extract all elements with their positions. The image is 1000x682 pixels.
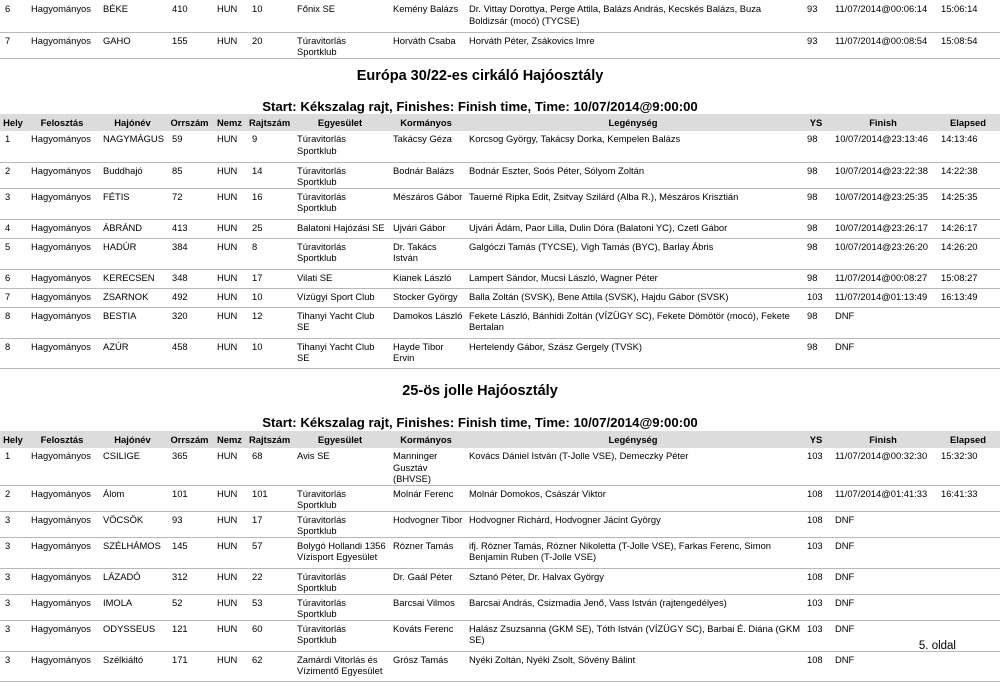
table-cell: Kováts Ferenc [388,620,464,651]
table-cell: 348 [167,269,212,288]
table-cell: Barcsai Vilmos [388,594,464,620]
table-cell: 17 [247,269,292,288]
section-title: Európa 30/22-es cirkáló Hajóosztály [356,68,604,84]
table-cell: 108 [802,568,830,594]
table-cell: Túravitorlás Sportklub [292,162,388,188]
table-cell: 60 [247,620,292,651]
table-cell: Túravitorlás Sportklub [292,594,388,620]
table-cell [936,568,1000,594]
table-cell: 3 [0,568,26,594]
table-cell: DNF [830,651,936,681]
table-cell: Avis SE [292,448,388,485]
col-egyesulet: Egyesület [292,431,388,448]
table-cell: 98 [802,238,830,269]
table-cell: Korcsog György, Takácsy Dorka, Kempelen Balázs [464,131,802,162]
table-cell: 22 [247,568,292,594]
table-cell: KERECSEN [98,269,167,288]
col-finish: Finish [830,114,936,131]
table-cell: 10/07/2014@23:22:38 [830,162,936,188]
table-cell: SZÉLHÁMOS [98,537,167,568]
table-cell: 365 [167,448,212,485]
table-cell: Hagyományos [26,511,98,537]
table-cell: Hagyományos [26,188,98,219]
table-cell: Túravitorlás Sportklub [292,485,388,511]
table-cell: Vízügyi Sport Club [292,288,388,307]
table-cell: 145 [167,537,212,568]
results-table-section-2 [0,431,1000,682]
table-header [0,431,1000,448]
table-cell: CSILIGE [98,448,167,485]
table-cell: 8 [0,338,26,368]
table-row [0,568,1000,594]
table-cell: 3 [0,651,26,681]
table-cell: 16:13:49 [936,288,1000,307]
table-cell: Barcsai András, Csizmadia Jenő, Vass István (rajtengedélyes) [464,594,802,620]
table-cell: Tauerné Ripka Edit, Zsitvay Szilárd (Alba R.), Mészáros Krisztián [464,188,802,219]
table-cell: Zamárdi Vitorlás és Vízimentő Egyesület [292,651,388,681]
table-cell: 101 [247,485,292,511]
table-cell: 11/07/2014@01:13:49 [830,288,936,307]
top-rows [0,1,1000,58]
table-cell: Molnár Ferenc [388,485,464,511]
table-cell: Bodnár Eszter, Soós Péter, Sólyom Zoltán [464,162,802,188]
results-table-top [0,1,1000,59]
table-row [0,219,1000,238]
page-number: 5. oldal [918,640,956,652]
table-cell: HUN [212,537,247,568]
table-cell: AZÚR [98,338,167,368]
table-cell [936,537,1000,568]
table-cell: DNF [830,594,936,620]
table-cell: HUN [212,269,247,288]
table-cell: HUN [212,219,247,238]
table-cell: Molnár Domokos, Császár Viktor [464,485,802,511]
table-cell: Hagyományos [26,162,98,188]
table-cell: Kovács Dániel István (T-Jolle VSE), Demeczky Péter [464,448,802,485]
table-cell: 15:32:30 [936,448,1000,485]
table-cell: ifj. Rózner Tamás, Rózner Nikoletta (T-Jolle VSE), Farkas Ferenc, Simon Benjamin Ruben (T-Jolle VSE) [464,537,802,568]
table-row [0,537,1000,568]
table-cell: 101 [167,485,212,511]
table-cell [936,511,1000,537]
table-cell: DNF [830,620,936,651]
table-cell: Ujvári Gábor [388,219,464,238]
col-egyesulet: Egyesület [292,114,388,131]
table-row [0,188,1000,219]
table-header [0,114,1000,131]
table-cell: VÖCSÖK [98,511,167,537]
table-cell: Hagyományos [26,485,98,511]
table-cell: Hagyományos [26,448,98,485]
table-cell: 17 [247,511,292,537]
table-cell: Hagyományos [26,269,98,288]
table-cell: Bolygó Hollandi 1356 Vízisport Egyesület [292,537,388,568]
table-cell: Grósz Tamás [388,651,464,681]
table-row [0,238,1000,269]
table-cell: HUN [212,131,247,162]
table-cell: 3 [0,594,26,620]
table-cell [936,594,1000,620]
table-cell: Túravitorlás Sportklub [292,188,388,219]
table-cell: Hagyományos [26,219,98,238]
table-cell: 320 [167,307,212,338]
table-cell: Rózner Tamás [388,537,464,568]
table-cell: 3 [0,511,26,537]
table-cell: 11/07/2014@01:41:33 [830,485,936,511]
table-cell: HUN [212,448,247,485]
table-cell: 3 [0,620,26,651]
table-cell: DNF [830,307,936,338]
table-cell: 103 [802,594,830,620]
col-felosztas: Felosztás [26,431,98,448]
table-cell: Ujvári Ádám, Paor Lilla, Dulin Dóra (Balatoni YC), Czetl Gábor [464,219,802,238]
table-cell: NAGYMÁGUS [98,131,167,162]
table-cell: Damokos László [388,307,464,338]
table-cell: Kianek László [388,269,464,288]
table-cell: 15:08:27 [936,269,1000,288]
table-cell: Nyéki Zoltán, Nyéki Zsolt, Sövény Bálint [464,651,802,681]
table-cell: Sztanó Péter, Dr. Halvax György [464,568,802,594]
table-cell: 72 [167,188,212,219]
table-cell: Stocker György [388,288,464,307]
col-orrszam: Orrszám [167,114,212,131]
table-cell: Hagyományos [26,338,98,368]
section-title: 25-ös jolle Hajóosztály [402,383,558,399]
col-legenyseg: Legénység [464,114,802,131]
table-cell: 16:41:33 [936,485,1000,511]
table-cell: Túravitorlás Sportklub [292,568,388,594]
col-felosztas: Felosztás [26,114,98,131]
table-row [0,307,1000,338]
table-cell: Dr. Takács István [388,238,464,269]
table-cell: 85 [167,162,212,188]
table-cell: ZSARNOK [98,288,167,307]
table-cell: 3 [0,537,26,568]
table-cell: 1 [0,448,26,485]
table-cell: Túravitorlás Sportklub [292,620,388,651]
table-row [0,288,1000,307]
table-row [0,620,1000,651]
table-cell: ODYSSEUS [98,620,167,651]
table-cell: HUN [212,162,247,188]
table-cell: Hodvogner Tibor [388,511,464,537]
table-cell: Hagyományos [26,651,98,681]
table-cell [936,338,1000,368]
table-cell: Hagyományos [26,594,98,620]
table-cell: 10 [247,288,292,307]
col-legenyseg: Legénység [464,431,802,448]
table-cell: Hagyományos [26,307,98,338]
table-cell [936,307,1000,338]
table-cell: FÉTIS [98,188,167,219]
col-elapsed: Elapsed [936,431,1000,448]
table-cell [936,651,1000,681]
table-row [0,162,1000,188]
table-cell: 7 [0,288,26,307]
table-cell: 98 [802,131,830,162]
table-cell: LÁZADÓ [98,568,167,594]
table-cell: 98 [802,269,830,288]
table-cell: Hagyományos [26,238,98,269]
table-row [0,651,1000,681]
table-cell: 12 [247,307,292,338]
table-cell: 2 [0,162,26,188]
table-cell: 384 [167,238,212,269]
table-cell: 68 [247,448,292,485]
col-rajtszam: Rajtszám [247,114,292,131]
table-row [0,594,1000,620]
table-cell: HUN [212,651,247,681]
table-cell: 98 [802,219,830,238]
table-cell: Fekete László, Bánhidi Zoltán (VÍZÜGY SC), Fekete Dömötör (mocó), Fekete Bertalan [464,307,802,338]
table-cell: 6 [0,269,26,288]
table-cell: Balla Zoltán (SVSK), Bene Attila (SVSK), Hajdu Gábor (SVSK) [464,288,802,307]
table-cell: 121 [167,620,212,651]
table-cell: 93 [167,511,212,537]
table-cell: 59 [167,131,212,162]
table-cell: Balatoni Hajózási SE [292,219,388,238]
table-cell: HUN [212,307,247,338]
table-cell: 14:26:17 [936,219,1000,238]
col-rajtszam: Rajtszám [247,431,292,448]
table-cell: 53 [247,594,292,620]
table-cell: 98 [802,307,830,338]
col-hajonev: Hajónév [98,431,167,448]
table-cell: DNF [830,537,936,568]
table-cell: HUN [212,188,247,219]
table-cell: 62 [247,651,292,681]
table-cell: 413 [167,219,212,238]
table-row: 7 Hagyományos GAHO 155 HUN 20 Túravitorlás Sportklub Horváth Csaba Horváth Péter, Zsákovics Imre 93 11/07/2014@00:08:54 15:08:54 [0,32,1000,58]
table-cell: HADÚR [98,238,167,269]
table-cell: 108 [802,511,830,537]
table-cell: DNF [830,511,936,537]
table-row [0,269,1000,288]
table-cell: IMOLA [98,594,167,620]
table-cell: Mészáros Gábor [388,188,464,219]
col-finish: Finish [830,431,936,448]
section-subtitle: Start: Kékszalag rajt, Finishes: Finish time, Time: 10/07/2014@9:00:00 [262,415,698,430]
section-subtitle: Start: Kékszalag rajt, Finishes: Finish time, Time: 10/07/2014@9:00:00 [262,99,698,114]
section-1-rows [0,131,1000,368]
table-cell: 14:13:46 [936,131,1000,162]
table-cell: HUN [212,485,247,511]
table-cell: 10/07/2014@23:13:46 [830,131,936,162]
table-cell: 103 [802,537,830,568]
table-cell: 25 [247,219,292,238]
table-cell: 14:26:20 [936,238,1000,269]
col-nemz: Nemz [212,431,247,448]
col-hely: Hely [0,431,26,448]
table-row: 6 Hagyományos BÉKE 410 HUN 10 Főnix SE Kemény Balázs Dr. Vittay Dorottya, Perge Attila, Balázs András, Kecskés Balázs, Buza Boldizsár (mocó) (TYCSE) 93 11/07/2014@00:06:14 15:06:14 [0,1,1000,32]
table-cell: Hagyományos [26,288,98,307]
table-cell: 171 [167,651,212,681]
table-cell: 98 [802,338,830,368]
table-cell: Hagyományos [26,131,98,162]
table-cell: 108 [802,485,830,511]
table-cell: Túravitorlás Sportklub [292,238,388,269]
table-cell: 11/07/2014@00:32:30 [830,448,936,485]
table-cell: Hertelendy Gábor, Szász Gergely (TVSK) [464,338,802,368]
table-cell: 5 [0,238,26,269]
table-cell: Hagyományos [26,537,98,568]
table-cell: 1 [0,131,26,162]
table-cell: HUN [212,288,247,307]
table-cell: 3 [0,188,26,219]
table-cell: 10 [247,338,292,368]
table-cell: Bodnár Balázs [388,162,464,188]
col-kormanyos: Kormányos [388,114,464,131]
table-cell: Álom [98,485,167,511]
table-cell: 57 [247,537,292,568]
table-cell: HUN [212,511,247,537]
table-row [0,338,1000,368]
table-cell: HUN [212,238,247,269]
table-cell: HUN [212,338,247,368]
table-cell: 8 [0,307,26,338]
table-cell: 4 [0,219,26,238]
col-ys: YS [802,431,830,448]
table-cell: HUN [212,568,247,594]
table-cell: 10/07/2014@23:26:17 [830,219,936,238]
table-cell: 14:25:35 [936,188,1000,219]
col-elapsed: Elapsed [936,114,1000,131]
col-orrszam: Orrszám [167,431,212,448]
table-row [0,511,1000,537]
table-cell: Dr. Gaál Péter [388,568,464,594]
table-cell: Tihanyi Yacht Club SE [292,307,388,338]
table-cell: ÁBRÁND [98,219,167,238]
table-cell: 492 [167,288,212,307]
table-cell: 312 [167,568,212,594]
table-cell: DNF [830,568,936,594]
table-cell: 14:22:38 [936,162,1000,188]
table-cell: 103 [802,448,830,485]
table-cell: Hodvogner Richárd, Hodvogner Jácint György [464,511,802,537]
table-cell: 103 [802,288,830,307]
table-row [0,485,1000,511]
table-cell: 10/07/2014@23:25:35 [830,188,936,219]
table-cell: DNF [830,338,936,368]
table-cell: Manninger Gusztáv (BHVSE) [388,448,464,485]
table-cell: 103 [802,620,830,651]
table-cell: 108 [802,651,830,681]
section-2-rows [0,448,1000,681]
results-table-section-1 [0,114,1000,369]
table-cell: 2 [0,485,26,511]
table-cell: 52 [167,594,212,620]
table-cell: Galgóczi Tamás (TYCSE), Vigh Tamás (BYC), Barlay Ábris [464,238,802,269]
table-cell: 14 [247,162,292,188]
table-cell: HUN [212,594,247,620]
table-cell: Hagyományos [26,620,98,651]
table-cell: 10/07/2014@23:26:20 [830,238,936,269]
table-cell: 9 [247,131,292,162]
table-cell: Túravitorlás Sportklub [292,511,388,537]
table-row [0,448,1000,485]
table-cell: Lampert Sándor, Mucsi László, Wagner Péter [464,269,802,288]
table-cell: Hagyományos [26,568,98,594]
table-cell: Túravitorlás Sportklub [292,131,388,162]
table-cell: Vilati SE [292,269,388,288]
col-kormanyos: Kormányos [388,431,464,448]
table-cell: BESTIA [98,307,167,338]
table-cell: 16 [247,188,292,219]
table-cell: 11/07/2014@00:08:27 [830,269,936,288]
table-cell: 8 [247,238,292,269]
table-cell: 458 [167,338,212,368]
col-ys: YS [802,114,830,131]
table-cell: Halász Zsuzsanna (GKM SE), Tóth István (VÍZÜGY SC), Barbai É. Diána (GKM SE) [464,620,802,651]
table-cell: Buddhajó [98,162,167,188]
table-cell: Szélkiáltó [98,651,167,681]
table-cell: Hayde Tibor Ervin [388,338,464,368]
col-nemz: Nemz [212,114,247,131]
table-cell: 98 [802,162,830,188]
table-cell: Takácsy Géza [388,131,464,162]
table-cell: Tihanyi Yacht Club SE [292,338,388,368]
col-hajonev: Hajónév [98,114,167,131]
table-row [0,131,1000,162]
col-hely: Hely [0,114,26,131]
table-cell: 98 [802,188,830,219]
table-cell: HUN [212,620,247,651]
